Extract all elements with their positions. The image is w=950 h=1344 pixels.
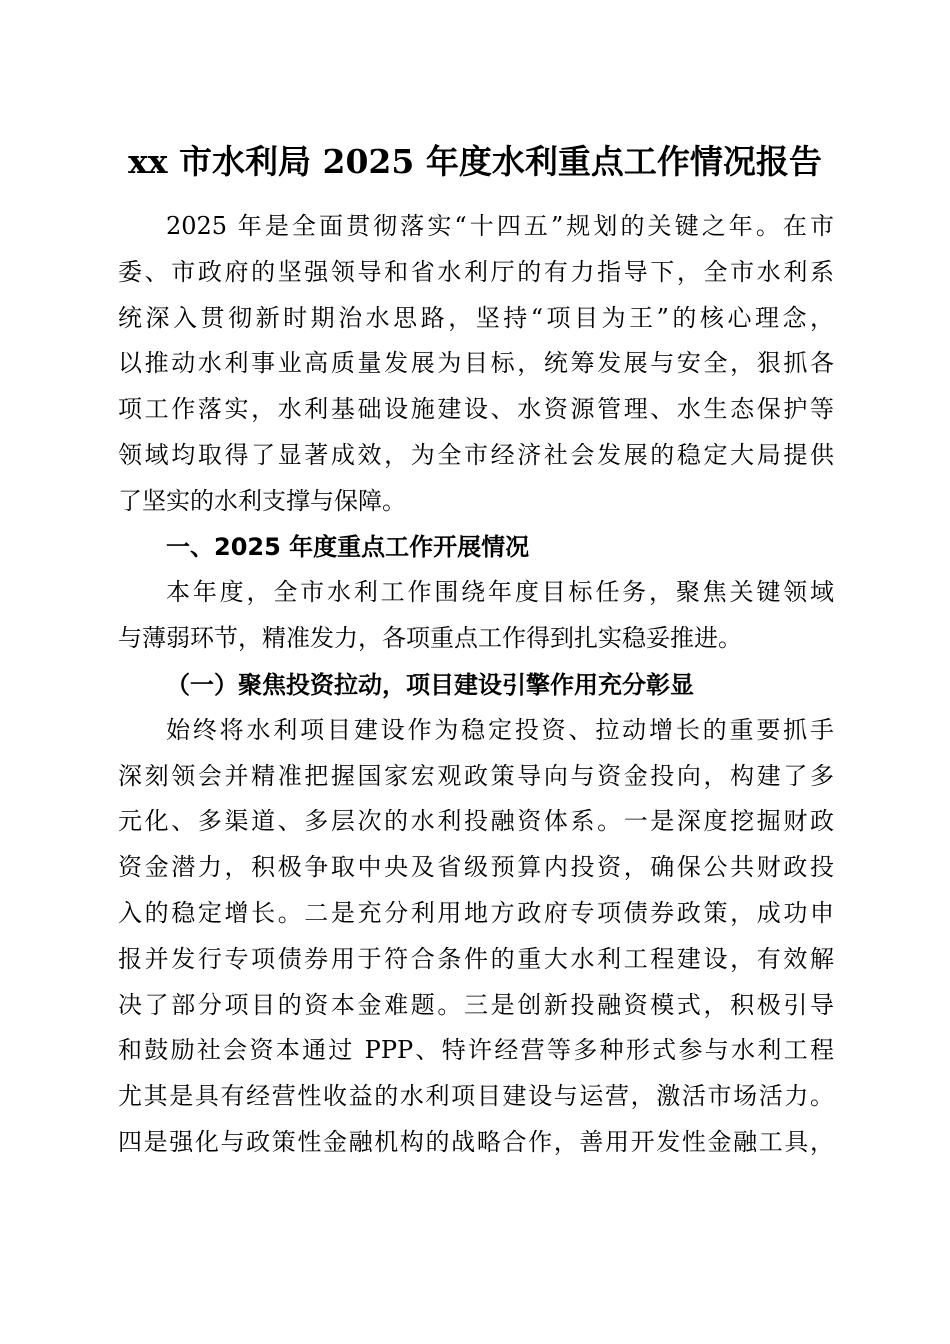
section-heading: 一、2025 年度重点工作开展情况 <box>166 532 530 561</box>
subsection1-line: 报并发行专项债券用于符合条件的重大水利工程建设，有效解 <box>118 944 834 973</box>
intro-line: 统深入贯彻新时期治水思路，坚持“项目为王”的核心理念， <box>118 303 834 332</box>
subsection1-line: 四是强化与政策性金融机构的战略合作，善用开发性金融工具， <box>118 1127 834 1156</box>
subsection1-paragraph <box>118 708 834 1166</box>
document-body <box>118 204 834 1166</box>
subsection1-line: 和鼓励社会资本通过 PPP、特许经营等多种形式参与水利工程 <box>118 1036 834 1065</box>
subsection1-line: 尤其是具有经营性收益的水利项目建设与运营，激活市场活力。 <box>118 1082 834 1111</box>
intro-line: 2025 年是全面贯彻落实“十四五”规划的关键之年。在市 <box>166 212 834 240</box>
intro-paragraph <box>118 204 834 525</box>
section1-paragraph <box>118 570 834 662</box>
subsection1-line: 元化、多渠道、多层次的水利投融资体系。一是深度挖掘财政 <box>118 807 834 836</box>
intro-line: 项工作落实，水利基础设施建设、水资源管理、水生态保护等 <box>118 395 834 424</box>
subsection1-line: 始终将水利项目建设作为稳定投资、拉动增长的重要抓手 <box>166 715 834 744</box>
document-title: xx 市水利局 2025 年度水利重点工作情况报告 <box>128 142 822 181</box>
subsection-heading: （一）聚焦投资拉动，项目建设引擎作用充分彰显 <box>166 669 694 699</box>
subsection1-line: 资金潜力，积极争取中央及省级预算内投资，确保公共财政投 <box>118 853 834 882</box>
intro-line: 领域均取得了显著成效，为全市经济社会发展的稳定大局提供 <box>118 440 834 469</box>
section1-line: 与薄弱环节，精准发力，各项重点工作得到扎实稳妥推进。 <box>118 624 742 653</box>
subsection1-line: 入的稳定增长。二是充分利用地方政府专项债券政策，成功申 <box>118 898 834 927</box>
section1-line: 本年度，全市水利工作围绕年度目标任务，聚焦关键领域 <box>166 578 834 607</box>
intro-line: 以推动水利事业高质量发展为目标，统筹发展与安全，狠抓各 <box>118 349 834 378</box>
subsection1-line: 深刻领会并精准把握国家宏观政策导向与资金投向，构建了多 <box>118 761 834 790</box>
intro-line: 委、市政府的坚强领导和省水利厅的有力指导下，全市水利系 <box>118 257 834 286</box>
subsection1-line: 决了部分项目的资本金难题。三是创新投融资模式，积极引导 <box>118 990 834 1019</box>
intro-line: 了坚实的水利支撑与保障。 <box>118 486 406 515</box>
